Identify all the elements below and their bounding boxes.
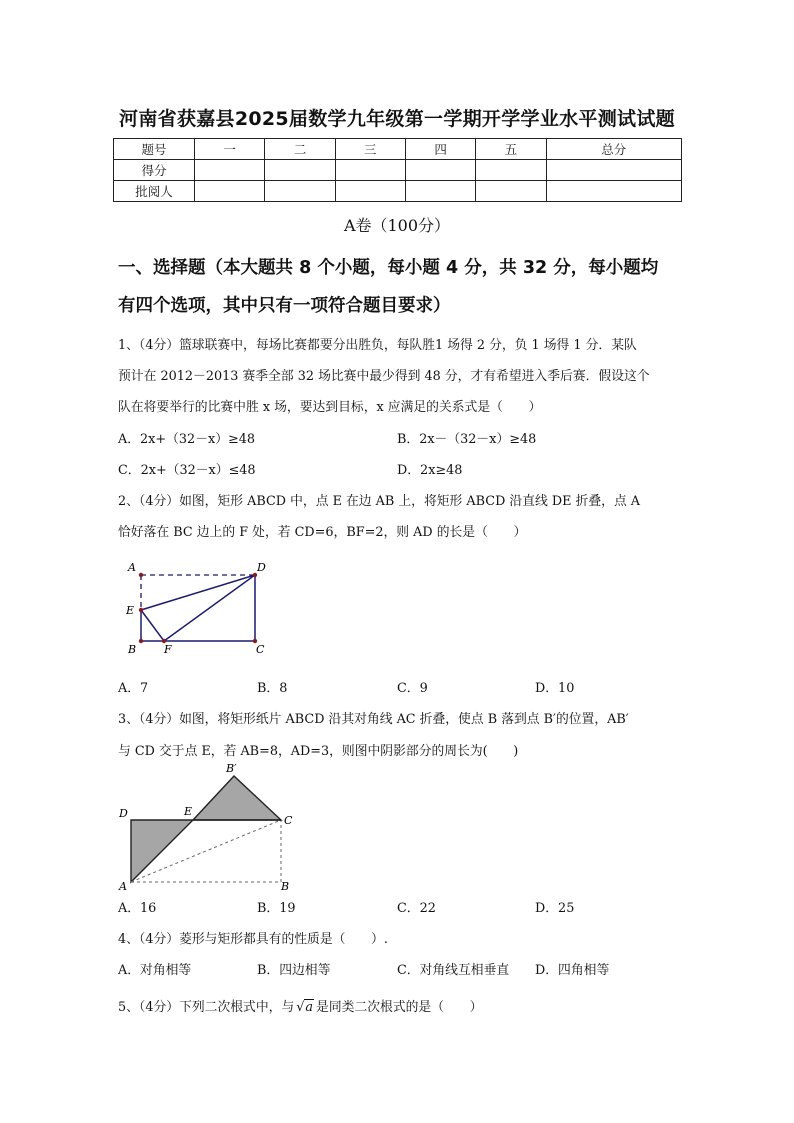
point-a [139,573,143,577]
q3-option-a: A．16 [118,901,157,916]
q2-option-b: B．8 [257,681,288,696]
label-e: E [126,604,135,617]
table-cell [265,181,335,202]
table-cell: 三 [335,139,405,160]
q1-text-line2: 预计在 2012－2013 赛季全部 32 场比赛中最少得到 48 分，才有希望进入季后赛．假设这个 [118,369,650,384]
label-c: C [256,643,265,656]
exam-title: 河南省获嘉县2025届数学九年级第一学期开学学业水平测试试题 [119,108,675,130]
q4-text-line1: 4、（4分）菱形与矩形都具有的性质是（ ）. [118,932,388,947]
label-f: F [164,643,172,656]
table-cell [335,160,405,181]
q4-option-d: D．四角相等 [535,963,610,978]
q3-figure [116,760,301,895]
section-heading-line2: 有四个选项，其中只有一项符合题目要求） [118,296,451,316]
score-table [113,138,682,202]
q4-option-a: A．对角相等 [118,963,192,978]
shaded-triangle-eb'c [193,776,281,820]
q2-text-line1: 2、（4分）如图，矩形 ABCD 中，点 E 在边 AB 上，将矩形 ABCD 沿直线 DE 折叠，点 A [118,494,641,509]
point-e [139,608,143,612]
label-a: A [128,561,136,574]
q3-option-b: B．19 [257,901,296,916]
label-c: C [284,814,293,827]
q2-text-line2: 恰好落在 BC 边上的 F 处，若 CD=6，BF=2，则 AD 的长是（ ） [118,525,527,540]
radical-sign: √ [296,1000,305,1015]
label-a: A [119,880,127,893]
q5-text-line [118,996,482,1015]
shaded-triangle-ade [131,820,193,882]
volume-title: A卷（100分） [343,216,451,235]
q2-figure [118,555,278,660]
q3-text-line1: 3、（4分）如图，将矩形纸片 ABCD 沿其对角线 AC 折叠，使点 B 落到点 B′的位置，AB′ [118,712,629,727]
label-e: E [184,805,193,818]
table-cell [195,160,265,181]
score-table-row [114,181,682,202]
table-cell [476,160,546,181]
score-table-header-row [114,139,682,160]
q4-option-b: B．四边相等 [257,963,331,978]
segment-fd [164,575,255,641]
label-d: D [119,807,128,820]
table-cell [405,181,475,202]
table-cell: 批阅人 [114,181,195,202]
table-cell: 四 [405,139,475,160]
table-cell [546,160,681,181]
label-d: D [257,561,266,574]
q2-option-d: D．10 [535,681,575,696]
q1-text-line1: 1、（4分）篮球联赛中，每场比赛都要分出胜负，每队胜1 场得 2 分，负 1 场得 1 分．某队 [118,338,637,353]
q5-prefix: 5、（4分）下列二次根式中，与 [118,1000,295,1015]
q3-option-c: C．22 [397,901,436,916]
label-b: B [128,643,137,656]
table-cell: 二 [265,139,335,160]
sqrt-a-expression [296,1000,314,1015]
score-table-row [114,160,682,181]
table-cell: 五 [476,139,546,160]
q2-option-c: C．9 [397,681,428,696]
q1-option-c: C．2x+（32－x）≤48 [118,463,256,478]
table-cell [335,181,405,202]
segment-ed [141,575,255,610]
q5-suffix: 是同类二次根式的是（ ） [316,1000,483,1015]
table-cell [195,181,265,202]
radicand: a [305,1000,314,1015]
table-cell: 题号 [114,139,195,160]
q1-option-d: D．2x≥48 [397,463,463,478]
q1-option-b: B．2x－（32－x）≥48 [397,432,537,447]
q1-option-a: A．2x+（32－x）≥48 [118,432,256,447]
table-cell [546,181,681,202]
table-cell: 得分 [114,160,195,181]
section-heading-line1: 一、选择题（本大题共 8 个小题，每小题 4 分，共 32 分，每小题均 [118,258,659,278]
q1-text-line3: 队在将要举行的比赛中胜 x 场，要达到目标，x 应满足的关系式是（ ） [118,400,542,415]
q3-option-d: D．25 [535,901,575,916]
label-b-prime: B′ [226,762,237,775]
q2-option-a: A．7 [118,681,149,696]
table-cell [265,160,335,181]
q4-option-c: C．对角线互相垂直 [397,963,510,978]
point-b [139,639,143,643]
table-cell: 一 [195,139,265,160]
q3-text-line2: 与 CD 交于点 E，若 AB=8，AD=3，则图中阴影部分的周长为( ) [118,744,519,759]
table-cell: 总分 [546,139,681,160]
table-cell [405,160,475,181]
table-cell [476,181,546,202]
segment-ef [141,610,164,641]
label-b: B [281,880,290,893]
